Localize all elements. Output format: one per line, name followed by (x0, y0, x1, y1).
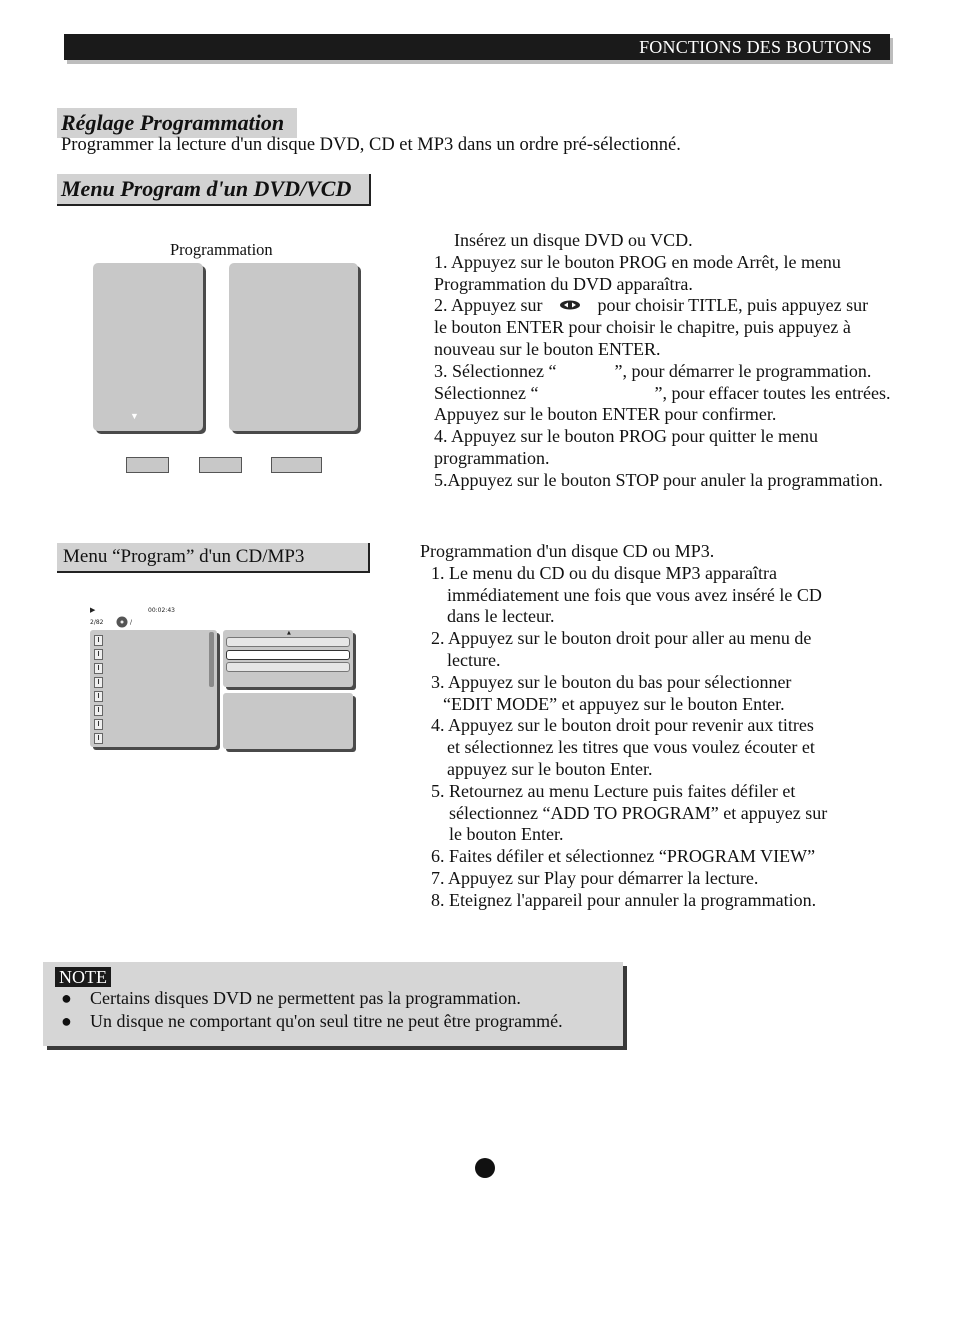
note-label: NOTE (55, 967, 111, 987)
note-item-text: Un disque ne comportant qu'on seul titre ne peut être programmé. (90, 1011, 563, 1031)
note-item-text: Certains disques DVD ne permettent pas la programmation. (90, 988, 521, 1008)
section-title-cd: Menu “Program” d'un CD/MP3 (57, 543, 370, 573)
dvd-step-3-end: ”, pour démarrer le programmation. (614, 360, 872, 381)
cd-track-list (90, 630, 217, 747)
cd-mode-row[interactable] (226, 662, 350, 672)
dvd-step-line: Programmation du DVD apparaîtra. (434, 273, 693, 294)
cd-intro: Programmation d'un disque CD ou MP3. (420, 541, 715, 561)
page-number-dot (475, 1158, 495, 1178)
dvd-step-3b-end: ”, pour effacer toutes les entrées. (654, 382, 891, 403)
disc-icon (116, 616, 128, 628)
cd-step-line: 2. Appuyez sur le bouton droit pour aller au menu de (431, 628, 812, 649)
page-header-bar (64, 34, 890, 60)
dvd-screen-label: Programmation (170, 240, 273, 259)
section-title-reglage: Réglage Programmation (57, 108, 297, 138)
section-intro: Programmer la lecture d'un disque DVD, CD et MP3 dans un ordre pré-sélectionné. (61, 135, 681, 155)
bullet-icon: ● (61, 1011, 72, 1031)
scroll-down-icon: ▼ (130, 411, 139, 421)
cd-step-line: sélectionnez “ADD TO PROGRAM” et appuyez sur (449, 802, 828, 823)
music-note-icon (94, 719, 103, 730)
note-list (61, 987, 563, 1033)
cd-step-line: et sélectionnez les titres que vous voulez écouter et (447, 737, 815, 758)
dvd-step-line (434, 295, 939, 317)
bullet-icon: ● (61, 988, 72, 1008)
play-icon: ▶ (90, 606, 96, 614)
cd-step-line: immédiatement une fois que vous avez inséré le CD (447, 584, 822, 605)
cd-track-count: 2/82 (90, 619, 104, 626)
cd-mode-row[interactable] (226, 637, 350, 647)
cd-step-line: 5. Retournez au menu Lecture puis faites défiler et (431, 780, 796, 801)
dvd-step-line: programmation. (434, 447, 550, 468)
cd-step-line: 3. Appuyez sur le bouton du bas pour sélectionner (431, 671, 792, 692)
cd-step-line: appuyez sur le bouton Enter. (447, 758, 653, 779)
cd-info-panel (223, 693, 353, 749)
dvd-play-button[interactable] (126, 457, 169, 473)
dvd-step-line: le bouton ENTER pour choisir le chapitre, puis appuyez à (434, 317, 851, 338)
dvd-step-line: 5.Appuyez sur le bouton STOP pour anuler la programmation. (434, 469, 883, 490)
cd-step-line: 6. Faites défiler et sélectionnez “PROGRAM VIEW” (431, 846, 816, 867)
note-box (43, 962, 623, 1046)
cd-step-line: 8. Eteignez l'appareil pour annuler la programmation. (431, 889, 817, 910)
dvd-title-panel (93, 263, 203, 431)
music-note-icon (94, 705, 103, 716)
cd-mode-panel (223, 630, 353, 687)
dvd-step-line: 4. Appuyez sur le bouton PROG pour quitter le menu (434, 426, 818, 447)
dvd-step-line (434, 383, 939, 405)
cd-step-line: “EDIT MODE” et appuyez sur le bouton Enter. (443, 693, 785, 714)
music-note-icon (94, 691, 103, 702)
cd-step-line: 1. Le menu du CD ou du disque MP3 apparaîtra (431, 562, 777, 583)
section-title-dvd: Menu Program d'un DVD/VCD (57, 174, 371, 206)
dvd-step-2-end: pour choisir TITLE, puis appuyez sur (597, 295, 869, 316)
cd-step-line: 7. Appuyez sur Play pour démarrer la lecture. (431, 867, 759, 888)
cd-slash: / (130, 619, 133, 626)
cd-steps (420, 541, 920, 912)
cd-step-line: 4. Appuyez sur le bouton droit pour revenir aux titres (431, 715, 814, 736)
page-header-title: FONCTIONS DES BOUTONS (639, 37, 872, 57)
dvd-steps (434, 230, 939, 492)
dvd-step-3b-start: Sélectionnez “ (434, 382, 539, 403)
dvd-step-line: nouveau sur le bouton ENTER. (434, 338, 661, 359)
note-item (61, 1010, 563, 1033)
music-note-icon (94, 649, 103, 660)
dvd-step-line: 1. Appuyez sur le bouton PROG en mode Arrêt, le menu (434, 251, 841, 272)
cd-time: 00:02:43 (148, 607, 175, 614)
cd-step-line: le bouton Enter. (449, 824, 564, 845)
music-note-icon (94, 733, 103, 744)
music-note-icon (94, 677, 103, 688)
dvd-step-3-start: 3. Sélectionnez “ (434, 360, 557, 381)
dvd-step-line: Insérez un disque DVD ou VCD. (454, 230, 693, 250)
cd-step-line: lecture. (447, 649, 501, 670)
cd-step-line: dans le lecteur. (447, 606, 555, 627)
dvd-chapter-panel (229, 263, 358, 431)
dvd-step-2-start: 2. Appuyez sur (434, 295, 543, 316)
arrow-buttons-icon (547, 297, 593, 313)
scrollbar-thumb[interactable] (209, 632, 214, 687)
note-item (61, 987, 563, 1010)
music-note-icon (94, 635, 103, 646)
dvd-step-line (434, 361, 939, 383)
dvd-clear-button[interactable] (199, 457, 242, 473)
scroll-up-icon: ▲ (287, 630, 291, 636)
music-note-icon (94, 663, 103, 674)
cd-mode-row-selected[interactable] (226, 650, 350, 660)
dvd-step-line: Appuyez sur le bouton ENTER pour confirmer. (434, 404, 777, 425)
dvd-exit-button[interactable] (271, 457, 322, 473)
